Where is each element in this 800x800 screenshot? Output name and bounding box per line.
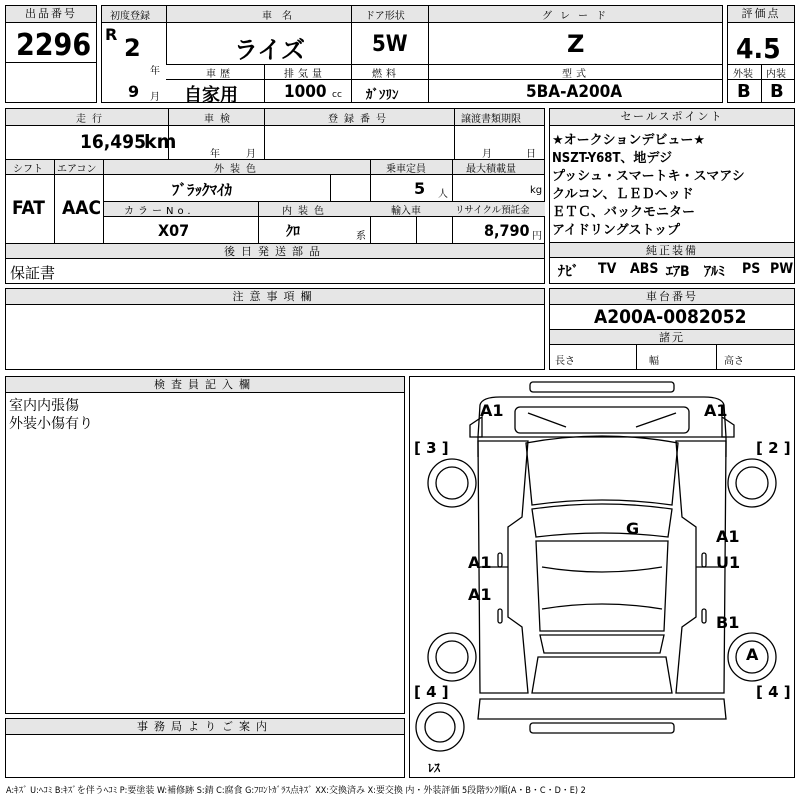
fuel-label: 燃料 — [372, 69, 400, 80]
history-value: 自家用 — [184, 85, 238, 106]
model-value: 5BA-A200A — [526, 82, 623, 102]
score-value: 4.5 — [736, 32, 781, 65]
inspection-month-unit: 月 — [246, 149, 256, 160]
door-label: ドア形状 — [365, 11, 405, 22]
spec-length: 長さ — [555, 356, 575, 367]
equipment-item: TV — [598, 261, 617, 277]
mileage-value: 16,495 — [80, 131, 146, 153]
mileage-unit: km — [144, 131, 177, 153]
sales-line: アイドリングストップ — [552, 223, 681, 238]
lot-box — [5, 5, 97, 103]
exterior-grade-value: B — [737, 81, 751, 102]
door-value: 5W — [372, 32, 408, 57]
transfer-month-unit: 月 — [482, 149, 492, 160]
inspection-label: 車検 — [204, 114, 236, 125]
car-name-value: ライズ — [234, 36, 306, 64]
interior-color-value: ｸﾛ — [286, 224, 300, 240]
max-load-label: 最大積載量 — [466, 164, 516, 175]
import-label: 輸入車 — [391, 206, 421, 217]
tire-fl: [ 3 ] — [414, 439, 449, 457]
car-diagram — [409, 376, 795, 778]
fuel-value: ｶﾞｿﾘﾝ — [366, 88, 399, 103]
interior-color-unit: 系 — [356, 231, 366, 242]
header-main — [101, 5, 723, 106]
equipment-item: PW — [770, 261, 794, 277]
sales-line: ★オークションデビュー★ — [552, 133, 706, 148]
specs-label: 諸元 — [550, 329, 794, 345]
exterior-grade-label: 外装 — [733, 69, 753, 80]
first-reg-label: 初度登録 — [110, 11, 150, 22]
exterior-color-value: ﾌﾞﾗｯｸﾏｲｶ — [172, 181, 233, 199]
legend: A:ｷｽﾞ U:ﾍｺﾐ B:ｷｽﾞを伴うﾍｺﾐ P:要塗装 W:補修跡 S:錆 C:腐食 G:ﾌﾛﾝﾄｶﾞﾗｽ点ｷｽﾞ XX:交換済み X:要交換 内・外装評価 5段階ﾗﾝｸ順(A・B・C・D・E) 2 — [6, 786, 586, 796]
aircon-label: エアコン — [57, 164, 97, 175]
equipment-label: 純正装備 — [550, 243, 794, 258]
color-no-label: カラーNo. — [124, 206, 195, 217]
lot-number: 2296 — [16, 28, 92, 63]
office-label: 事務局よりご案内 — [6, 719, 404, 735]
spec-width: 幅 — [649, 356, 659, 367]
equipment-item: ﾅﾋﾞ — [558, 264, 579, 280]
registration-label: 登録番号 — [328, 114, 392, 125]
max-load-unit: kg — [530, 185, 543, 196]
inspector-label: 検査員記入欄 — [6, 377, 404, 393]
equipment-item: ｴｱB — [666, 264, 690, 280]
chassis-label: 車台番号 — [550, 289, 794, 305]
aircon-value: AAC — [62, 197, 102, 219]
mark-front-right: A1 — [704, 401, 728, 420]
color-no-value: X07 — [158, 221, 190, 240]
displacement-label: 排気量 — [284, 69, 326, 80]
score-label: 評価点 — [728, 6, 794, 23]
notes-label: 注意事項欄 — [6, 289, 544, 305]
inspection-year-unit: 年 — [210, 149, 220, 160]
score-box — [727, 5, 795, 103]
equipment-item: ABS — [630, 261, 659, 277]
displacement-value: 1000 — [284, 82, 327, 102]
mark-right-rear-door: B1 — [716, 613, 740, 632]
sales-line: クルコン、ＬＥＤヘッド — [552, 187, 694, 202]
sales-line: NSZT-Y68T、地デジ — [552, 151, 673, 166]
mark-right-front-door: A1 — [716, 527, 740, 546]
mark-roof: G — [626, 519, 640, 538]
spec-height: 高さ — [724, 356, 744, 367]
interior-grade-value: B — [770, 81, 784, 102]
sales-label: セールスポイント — [550, 109, 794, 126]
equipment-item: ｱﾙﾐ — [704, 264, 725, 280]
first-reg-year-unit: 年 — [150, 66, 160, 77]
recycle-label: リサイクル預託金 — [455, 205, 530, 216]
detail-box — [5, 108, 545, 284]
capacity-unit: 人 — [438, 189, 448, 200]
recycle-value: 8,790 — [484, 221, 530, 240]
recycle-unit: 円 — [532, 231, 542, 242]
mark-left-front-door: A1 — [468, 553, 492, 572]
inspector-line: 外装小傷有り — [9, 416, 93, 432]
sales-line: ＥＴＣ、バックモニター — [552, 205, 696, 220]
first-reg-month-unit: 月 — [150, 92, 160, 103]
sales-line: プッシュ・スマートキ・スマアシ — [552, 169, 745, 184]
transfer-day-unit: 日 — [526, 149, 536, 160]
later-items-value: 保証書 — [10, 264, 56, 282]
later-items-label: 後日発送部品 — [6, 244, 544, 259]
grade-label: グレード — [542, 11, 614, 22]
shift-value: FAT — [12, 197, 45, 219]
sales-box — [549, 108, 795, 284]
inspector-line: 室内内張傷 — [9, 398, 79, 414]
mark-left-rear-door: A1 — [468, 585, 492, 604]
office-box — [5, 718, 405, 778]
interior-color-label: 内装色 — [282, 206, 330, 217]
tire-rr: [ 4 ] — [756, 683, 791, 701]
capacity-label: 乗車定員 — [386, 164, 426, 175]
displacement-unit: cc — [332, 90, 342, 100]
chassis-value: A200A-0082052 — [594, 306, 747, 328]
lot-label: 出品番号 — [6, 6, 96, 23]
first-reg-month: 9 — [128, 82, 140, 101]
tire-fr: [ 2 ] — [756, 439, 791, 457]
car-name-label: 車名 — [262, 11, 302, 22]
grade-value: Z — [567, 30, 585, 58]
history-label: 車歴 — [206, 69, 234, 80]
chassis-box — [549, 288, 795, 370]
mark-spare: ﾚｽ — [428, 761, 441, 775]
mark-right-rear-wheel: A — [746, 645, 759, 664]
transfer-doc-label: 譲渡書類期限 — [461, 114, 521, 125]
inspector-box — [5, 376, 405, 714]
equipment-item: PS — [742, 261, 761, 277]
notes-box — [5, 288, 545, 370]
mark-right-front-door-2: U1 — [716, 553, 741, 572]
mark-front-left: A1 — [480, 401, 504, 420]
first-reg-era: R — [105, 25, 118, 44]
model-label: 型式 — [562, 69, 590, 80]
capacity-value: 5 — [414, 179, 426, 198]
exterior-color-label: 外装色 — [214, 164, 262, 175]
tire-rl: [ 4 ] — [414, 683, 449, 701]
mileage-label: 走行 — [76, 114, 108, 125]
shift-label: シフト — [13, 164, 43, 175]
first-reg-year: 2 — [124, 34, 141, 62]
interior-grade-label: 内装 — [766, 69, 786, 80]
